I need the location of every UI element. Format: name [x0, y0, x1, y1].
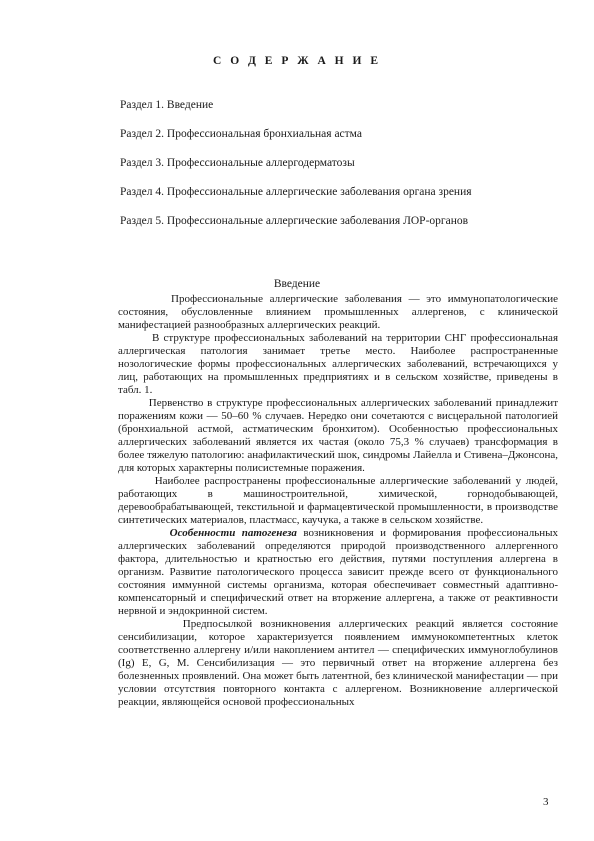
toc-item-section-3[interactable]: Раздел 3. Профессиональные аллергодерматозы: [120, 157, 355, 169]
page-number: 3: [543, 796, 549, 808]
paragraph: [118, 527, 561, 618]
paragraph-lead: [118, 527, 170, 539]
paragraph: В структуре профессиональных заболеваний на территории СНГ профессиональная аллергическая патология занимает третье место. Наиболее распространенные нозологические формы профессиональных аллергических заболеваний, встречающихся у лиц, работающих на промышленных предприятиях и в сельском хозяйстве, приведены в табл. 1.: [118, 332, 561, 396]
intro-heading: Введение: [273, 278, 321, 290]
paragraph: Наиболее распространены профессиональные аллергические заболеваний у людей, работающих в машиностроительной, химической, горнодобывающей, деревообрабатывающей, текстильной и фармацевтической промышленности, в производстве синтетических материалов, пластмасс, каучука, а также в сельском хозяйстве.: [118, 475, 561, 526]
paragraph: Предпосылкой возникновения аллергических реакций является состояние сенсибилизации, которое характеризуется появлением иммунокомпетентных клеток соответственно аллергену и/или накоплением антител — специфических иммуноглобулинов (Ig) E, G, M. Сенсибилизация — это первичный ответ на вторжение аллергена без болезненных проявлений. Она может быть латентной, без клинической манифестации — при условии отсутствия повторного контакта с аллергеном. Возникновение аллергической реакции, являющейся основой профессиональных: [118, 618, 561, 708]
table-of-contents: [120, 98, 472, 243]
emphasis-term: Особенности патогенеза: [169, 527, 297, 539]
toc-item-section-2[interactable]: Раздел 2. Профессиональная бронхиальная астма: [120, 128, 362, 140]
toc-item-section-1[interactable]: Раздел 1. Введение: [120, 99, 214, 111]
paragraph: Первенство в структуре профессиональных аллергических заболеваний принадлежит поражениям кожи — 50–60 % случаев. Нередко они сочетаются с висцеральной патологией (бронхиальной астмой, астматическим бронхитом). Особенностью профессиональных аллергических заболеваний является их частая (около 75,3 % случаев) трансформация в более тяжелую патологию: анафилактический шок, синдромы Лайелла и Стивена–Джонсона, для которых характерны полисистемные поражения.: [118, 397, 561, 474]
intro-body: [118, 293, 561, 709]
toc-item-section-4[interactable]: Раздел 4. Профессиональные аллергические заболевания органа зрения: [120, 186, 472, 198]
paragraph-text: возникновения и формирования профессиональных аллергических заболеваний определяются природой производственного аллергенного фактора, длительностью и кратностью его действия, путями поступления аллергена в организм. Развитие патологического процесса зависит прежде всего от функционального состояния иммунной системы организма, которая обеспечивает совместный адаптивно-компенсаторный и специфический ответ на вторжение аллергена, а также от реактивности нервной и эндокринной систем.: [118, 527, 561, 617]
toc-title: С О Д Е Р Ж А Н И Е: [213, 55, 381, 67]
toc-item-section-5[interactable]: Раздел 5. Профессиональные аллергические заболевания ЛОР-органов: [120, 215, 469, 227]
paragraph: Профессиональные аллергические заболевания — это иммунопатологические состояния, обусловленные влиянием промышленных аллергенов, с клинической манифестацией разнообразных аллергических реакций.: [118, 293, 561, 331]
